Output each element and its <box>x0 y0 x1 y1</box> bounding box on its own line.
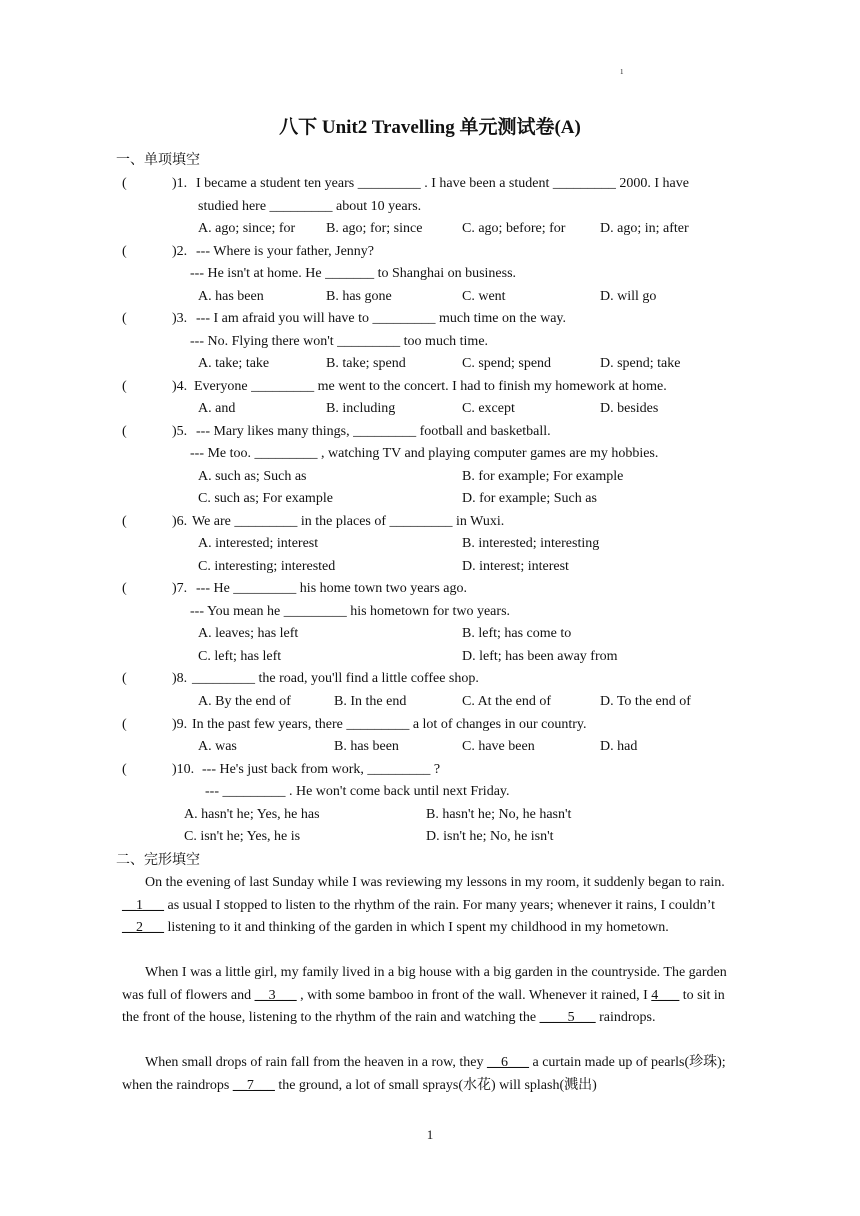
answer-paren-open: ( <box>122 581 127 596</box>
option-d: D. spend; take <box>600 356 681 371</box>
paragraph-text: When I was a little girl, my family lived in a big house with a big garden in the countryside. The garden was full of flowers and <box>122 965 727 1003</box>
section1-heading: 一、单项填空 <box>116 152 200 168</box>
question-stem-cont: studied here _________ about 10 years. <box>198 199 422 214</box>
question-stem: I became a student ten years _________ . I have been a student _________ 2000. I have <box>196 176 689 191</box>
answer-paren-open: ( <box>122 379 127 394</box>
blank-4: 4___ <box>651 987 680 1003</box>
option-b: B. has gone <box>326 289 392 304</box>
cloze-paragraph-1 <box>122 872 744 940</box>
question-stem: In the past few years, there _________ a lot of changes in our country. <box>192 717 587 732</box>
option-b: B. including <box>326 401 396 416</box>
option-d: D. isn't he; No, he isn't <box>426 829 554 844</box>
option-b: B. has been <box>334 739 399 754</box>
question-stem: _________ the road, you'll find a little coffee shop. <box>192 671 479 686</box>
answer-paren-open: ( <box>122 244 127 259</box>
question-stem: --- He _________ his home town two years ago. <box>196 581 468 596</box>
option-c: C. interesting; interested <box>198 559 336 574</box>
cloze-paragraph-2 <box>122 962 744 1030</box>
option-a: A. take; take <box>198 356 270 371</box>
option-a: A. ago; since; for <box>198 221 296 236</box>
option-b: B. take; spend <box>326 356 406 371</box>
paragraph-text: raindrops. <box>595 1010 656 1026</box>
option-a: A. has been <box>198 289 264 304</box>
paragraph-text: a curtain made up of pearls(珍珠); when the raindrops <box>122 1055 726 1093</box>
section2-heading: 二、完形填空 <box>116 852 200 868</box>
question-number: )5. <box>172 424 188 439</box>
paragraph-text: as usual I stopped to listen to the rhythm of the rain. For many years; whenever it rains, I couldn’t <box>164 897 716 913</box>
paragraph-text: , with some bamboo in front of the wall. Whenever it rained, I <box>296 987 652 1003</box>
option-c: C. went <box>462 289 506 304</box>
page-number: 1 <box>426 1127 434 1142</box>
question-stem: We are _________ in the places of _________ in Wuxi. <box>192 514 505 529</box>
question-stem: --- I am afraid you will have to _________ much time on the way. <box>196 311 566 326</box>
question-number: )10. <box>172 762 195 777</box>
question-number: )4. <box>172 379 188 394</box>
question-number: )3. <box>172 311 188 326</box>
option-a: A. and <box>198 401 236 416</box>
option-a: A. interested; interest <box>198 536 319 551</box>
question-stem: Everyone _________ me went to the concert. I had to finish my homework at home. <box>194 379 667 394</box>
answer-paren-open: ( <box>122 311 127 326</box>
question-stem-cont: --- No. Flying there won't _________ too much time. <box>190 334 489 349</box>
option-b: B. left; has come to <box>462 626 572 641</box>
option-c: C. At the end of <box>462 694 552 709</box>
paragraph-text: On the evening of last Sunday while I was reviewing my lessons in my room, it suddenly began to rain. <box>145 875 725 890</box>
question-number: )9. <box>172 717 188 732</box>
answer-paren-open: ( <box>122 717 127 732</box>
page-title: 八下 Unit2 Travelling 单元测试卷(A) <box>279 117 581 138</box>
answer-paren-open: ( <box>122 514 127 529</box>
option-d: D. To the end of <box>600 694 691 709</box>
option-a: A. was <box>198 739 237 754</box>
option-d: D. interest; interest <box>462 559 569 574</box>
option-d: D. for example; Such as <box>462 491 597 506</box>
option-a: A. leaves; has left <box>198 626 299 641</box>
paragraph-text: When small drops of rain fall from the heaven in a row, they <box>145 1055 487 1070</box>
blank-1: __1___ <box>122 897 164 913</box>
option-d: D. left; has been away from <box>462 649 618 664</box>
answer-paren-open: ( <box>122 762 127 777</box>
answer-paren-open: ( <box>122 424 127 439</box>
question-number: )2. <box>172 244 188 259</box>
option-d: D. will go <box>600 289 657 304</box>
question-number: )6. <box>172 514 188 529</box>
option-b: B. interested; interesting <box>462 536 600 551</box>
paragraph-text: the ground, a lot of small sprays(水花) will splash(溅出) <box>274 1077 597 1093</box>
option-b: B. for example; For example <box>462 469 624 484</box>
paragraph-text: to sit in the front of the house, listening to the rhythm of the rain and watching the <box>122 987 725 1026</box>
blank-3: __3___ <box>254 987 297 1003</box>
option-c: C. left; has left <box>198 649 282 664</box>
question-stem: --- Where is your father, Jenny? <box>196 244 374 259</box>
option-d: D. ago; in; after <box>600 221 689 236</box>
option-a: A. hasn't he; Yes, he has <box>184 807 320 822</box>
option-d: D. had <box>600 739 638 754</box>
option-c: C. ago; before; for <box>462 221 566 236</box>
question-stem-cont: --- _________ . He won't come back until next Friday. <box>205 784 510 799</box>
answer-paren-open: ( <box>122 176 127 191</box>
corner-page-mark: 1 <box>620 68 624 76</box>
question-number: )1. <box>172 176 188 191</box>
blank-7: __7___ <box>232 1077 275 1093</box>
blank-5: ____5___ <box>539 1010 596 1026</box>
option-a: A. such as; Such as <box>198 469 307 484</box>
option-c: C. have been <box>462 739 535 754</box>
answer-paren-open: ( <box>122 671 127 686</box>
option-c: C. isn't he; Yes, he is <box>184 829 301 844</box>
question-stem-cont: --- You mean he _________ his hometown for two years. <box>190 604 511 619</box>
option-c: C. except <box>462 401 515 416</box>
option-a: A. By the end of <box>198 694 291 709</box>
blank-2: __2___ <box>122 920 164 936</box>
blank-6: __6___ <box>486 1055 529 1070</box>
option-c: C. such as; For example <box>198 491 333 506</box>
question-stem-cont: --- He isn't at home. He _______ to Shanghai on business. <box>190 266 517 281</box>
question-number: )8. <box>172 671 188 686</box>
option-d: D. besides <box>600 401 659 416</box>
question-number: )7. <box>172 581 188 596</box>
cloze-paragraph-3 <box>122 1052 744 1097</box>
paragraph-text: listening to it and thinking of the garden in which I spent my childhood in my hometown. <box>164 920 669 936</box>
question-stem-cont: --- Me too. _________ , watching TV and playing computer games are my hobbies. <box>190 446 659 461</box>
option-b: B. ago; for; since <box>326 221 423 236</box>
option-b: B. hasn't he; No, he hasn't <box>426 807 572 822</box>
question-stem: --- Mary likes many things, _________ football and basketball. <box>196 424 551 439</box>
option-c: C. spend; spend <box>462 356 552 371</box>
question-stem: --- He's just back from work, _________ ? <box>202 762 441 777</box>
option-b: B. In the end <box>334 694 407 709</box>
